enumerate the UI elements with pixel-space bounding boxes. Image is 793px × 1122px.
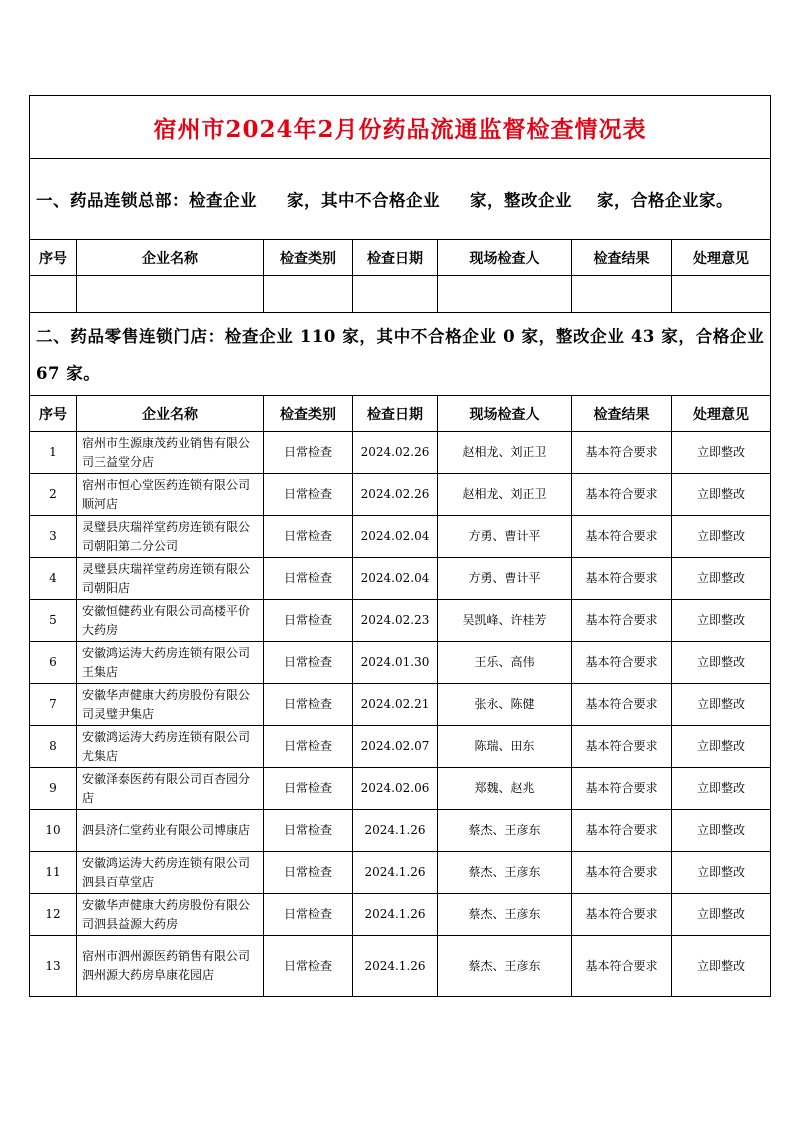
cell-action: 立即整改 <box>672 726 771 768</box>
col-header: 检查结果 <box>572 396 672 432</box>
section1-part3: 家，整改企业 <box>470 190 572 210</box>
cell-inspectors: 蔡杰、王彦东 <box>438 936 572 997</box>
cell-action: 立即整改 <box>672 810 771 852</box>
empty-cell <box>353 276 438 313</box>
cell-result: 基本符合要求 <box>572 894 672 936</box>
cell-type: 日常检查 <box>264 642 353 684</box>
cell-inspectors: 蔡杰、王彦东 <box>438 894 572 936</box>
cell-action: 立即整改 <box>672 474 771 516</box>
cell-result: 基本符合要求 <box>572 684 672 726</box>
cell-result: 基本符合要求 <box>572 642 672 684</box>
cell-action: 立即整改 <box>672 936 771 997</box>
cell-date: 2024.02.04 <box>353 558 438 600</box>
cell-type: 日常检查 <box>264 558 353 600</box>
empty-row <box>30 276 771 313</box>
cell-date: 2024.1.26 <box>353 936 438 997</box>
cell-name: 宿州市泗州源医药销售有限公司泗州源大药房阜康花园店 <box>77 936 264 997</box>
cell-date: 2024.02.04 <box>353 516 438 558</box>
cell-type: 日常检查 <box>264 936 353 997</box>
section1-part5: 家。 <box>699 190 733 210</box>
cell-name: 泗县济仁堂药业有限公司博康店 <box>77 810 264 852</box>
cell-inspectors: 张永、陈健 <box>438 684 572 726</box>
cell-result: 基本符合要求 <box>572 432 672 474</box>
cell-inspectors: 蔡杰、王彦东 <box>438 852 572 894</box>
cell-action: 立即整改 <box>672 852 771 894</box>
table-row <box>30 810 771 852</box>
cell-action: 立即整改 <box>672 768 771 810</box>
col-header: 检查日期 <box>353 240 438 276</box>
col-header: 序号 <box>30 240 77 276</box>
cell-action: 立即整改 <box>672 684 771 726</box>
cell-inspectors: 赵相龙、刘正卫 <box>438 432 572 474</box>
cell-no: 1 <box>30 432 77 474</box>
cell-no: 4 <box>30 558 77 600</box>
cell-action: 立即整改 <box>672 558 771 600</box>
cell-action: 立即整改 <box>672 516 771 558</box>
cell-inspectors: 蔡杰、王彦东 <box>438 810 572 852</box>
section2-summary: 二、药品零售连锁门店：检查企业 110 家，其中不合格企业 0 家，整改企业 43 家，合格企业 67 家。 <box>30 313 771 396</box>
cell-no: 3 <box>30 516 77 558</box>
empty-cell <box>572 276 672 313</box>
cell-date: 2024.02.26 <box>353 474 438 516</box>
col-header: 处理意见 <box>672 396 771 432</box>
cell-result: 基本符合要求 <box>572 810 672 852</box>
cell-no: 5 <box>30 600 77 642</box>
empty-cell <box>264 276 353 313</box>
cell-type: 日常检查 <box>264 894 353 936</box>
table-row <box>30 600 771 642</box>
empty-cell <box>30 276 77 313</box>
cell-date: 2024.1.26 <box>353 810 438 852</box>
cell-type: 日常检查 <box>264 600 353 642</box>
col-header: 处理意见 <box>672 240 771 276</box>
cell-result: 基本符合要求 <box>572 726 672 768</box>
table-row <box>30 894 771 936</box>
col-header: 检查日期 <box>353 396 438 432</box>
cell-name: 安徽鸿运涛大药房连锁有限公司泗县百草堂店 <box>77 852 264 894</box>
cell-action: 立即整改 <box>672 894 771 936</box>
cell-result: 基本符合要求 <box>572 516 672 558</box>
table-row <box>30 432 771 474</box>
inspection-report <box>29 95 770 997</box>
cell-no: 6 <box>30 642 77 684</box>
col-header: 序号 <box>30 396 77 432</box>
cell-type: 日常检查 <box>264 852 353 894</box>
cell-name: 灵璧县庆瑞祥堂药房连锁有限公司朝阳第二分公司 <box>77 516 264 558</box>
cell-result: 基本符合要求 <box>572 936 672 997</box>
section1-summary <box>30 159 771 240</box>
cell-action: 立即整改 <box>672 600 771 642</box>
col-header: 现场检查人 <box>438 396 572 432</box>
cell-result: 基本符合要求 <box>572 600 672 642</box>
cell-name: 安徽恒健药业有限公司高楼平价大药房 <box>77 600 264 642</box>
cell-inspectors: 赵相龙、刘正卫 <box>438 474 572 516</box>
table-row <box>30 768 771 810</box>
cell-type: 日常检查 <box>264 810 353 852</box>
cell-date: 2024.01.30 <box>353 642 438 684</box>
cell-action: 立即整改 <box>672 642 771 684</box>
cell-name: 宿州市生源康茂药业销售有限公司三益堂分店 <box>77 432 264 474</box>
cell-type: 日常检查 <box>264 768 353 810</box>
cell-no: 12 <box>30 894 77 936</box>
cell-no: 9 <box>30 768 77 810</box>
cell-date: 2024.02.07 <box>353 726 438 768</box>
cell-name: 安徽鸿运涛大药房连锁有限公司尤集店 <box>77 726 264 768</box>
cell-no: 11 <box>30 852 77 894</box>
col-header: 检查类别 <box>264 396 353 432</box>
cell-type: 日常检查 <box>264 726 353 768</box>
cell-date: 2024.02.26 <box>353 432 438 474</box>
table-row <box>30 516 771 558</box>
cell-inspectors: 郑魏、赵兆 <box>438 768 572 810</box>
cell-date: 2024.02.21 <box>353 684 438 726</box>
empty-cell <box>438 276 572 313</box>
table-row <box>30 936 771 997</box>
empty-cell <box>672 276 771 313</box>
cell-date: 2024.1.26 <box>353 852 438 894</box>
cell-result: 基本符合要求 <box>572 474 672 516</box>
section1-part1: 一、药品连锁总部：检查企业 <box>36 190 257 210</box>
table-row <box>30 852 771 894</box>
cell-inspectors: 方勇、曹计平 <box>438 558 572 600</box>
section1-part2: 家，其中不合格企业 <box>287 190 440 210</box>
inspection-table <box>29 95 771 997</box>
cell-type: 日常检查 <box>264 432 353 474</box>
cell-inspectors: 陈瑞、田东 <box>438 726 572 768</box>
cell-name: 安徽鸿运涛大药房连锁有限公司王集店 <box>77 642 264 684</box>
page-title: 宿州市2024年2月份药品流通监督检查情况表 <box>30 96 771 159</box>
header-row-2 <box>30 396 771 432</box>
cell-name: 灵璧县庆瑞祥堂药房连锁有限公司朝阳店 <box>77 558 264 600</box>
cell-name: 宿州市恒心堂医药连锁有限公司顺河店 <box>77 474 264 516</box>
col-header: 现场检查人 <box>438 240 572 276</box>
cell-type: 日常检查 <box>264 474 353 516</box>
cell-no: 7 <box>30 684 77 726</box>
table-row <box>30 642 771 684</box>
cell-result: 基本符合要求 <box>572 852 672 894</box>
cell-no: 2 <box>30 474 77 516</box>
col-header: 企业名称 <box>77 396 264 432</box>
col-header: 检查结果 <box>572 240 672 276</box>
cell-result: 基本符合要求 <box>572 558 672 600</box>
cell-date: 2024.02.06 <box>353 768 438 810</box>
table-row <box>30 558 771 600</box>
cell-name: 安徽泽泰医药有限公司百杏园分店 <box>77 768 264 810</box>
table-row <box>30 474 771 516</box>
section1-part4: 家，合格企业 <box>597 190 699 210</box>
cell-inspectors: 吴凯峰、许桂芳 <box>438 600 572 642</box>
cell-name: 安徽华声健康大药房股份有限公司灵璧尹集店 <box>77 684 264 726</box>
cell-name: 安徽华声健康大药房股份有限公司泗县益源大药房 <box>77 894 264 936</box>
cell-action: 立即整改 <box>672 432 771 474</box>
cell-no: 8 <box>30 726 77 768</box>
cell-no: 13 <box>30 936 77 997</box>
cell-type: 日常检查 <box>264 684 353 726</box>
cell-no: 10 <box>30 810 77 852</box>
header-row-1 <box>30 240 771 276</box>
cell-date: 2024.02.23 <box>353 600 438 642</box>
cell-type: 日常检查 <box>264 516 353 558</box>
col-header: 企业名称 <box>77 240 264 276</box>
col-header: 检查类别 <box>264 240 353 276</box>
cell-inspectors: 王乐、高伟 <box>438 642 572 684</box>
cell-result: 基本符合要求 <box>572 768 672 810</box>
empty-cell <box>77 276 264 313</box>
table-row <box>30 684 771 726</box>
cell-inspectors: 方勇、曹计平 <box>438 516 572 558</box>
table-row <box>30 726 771 768</box>
cell-date: 2024.1.26 <box>353 894 438 936</box>
